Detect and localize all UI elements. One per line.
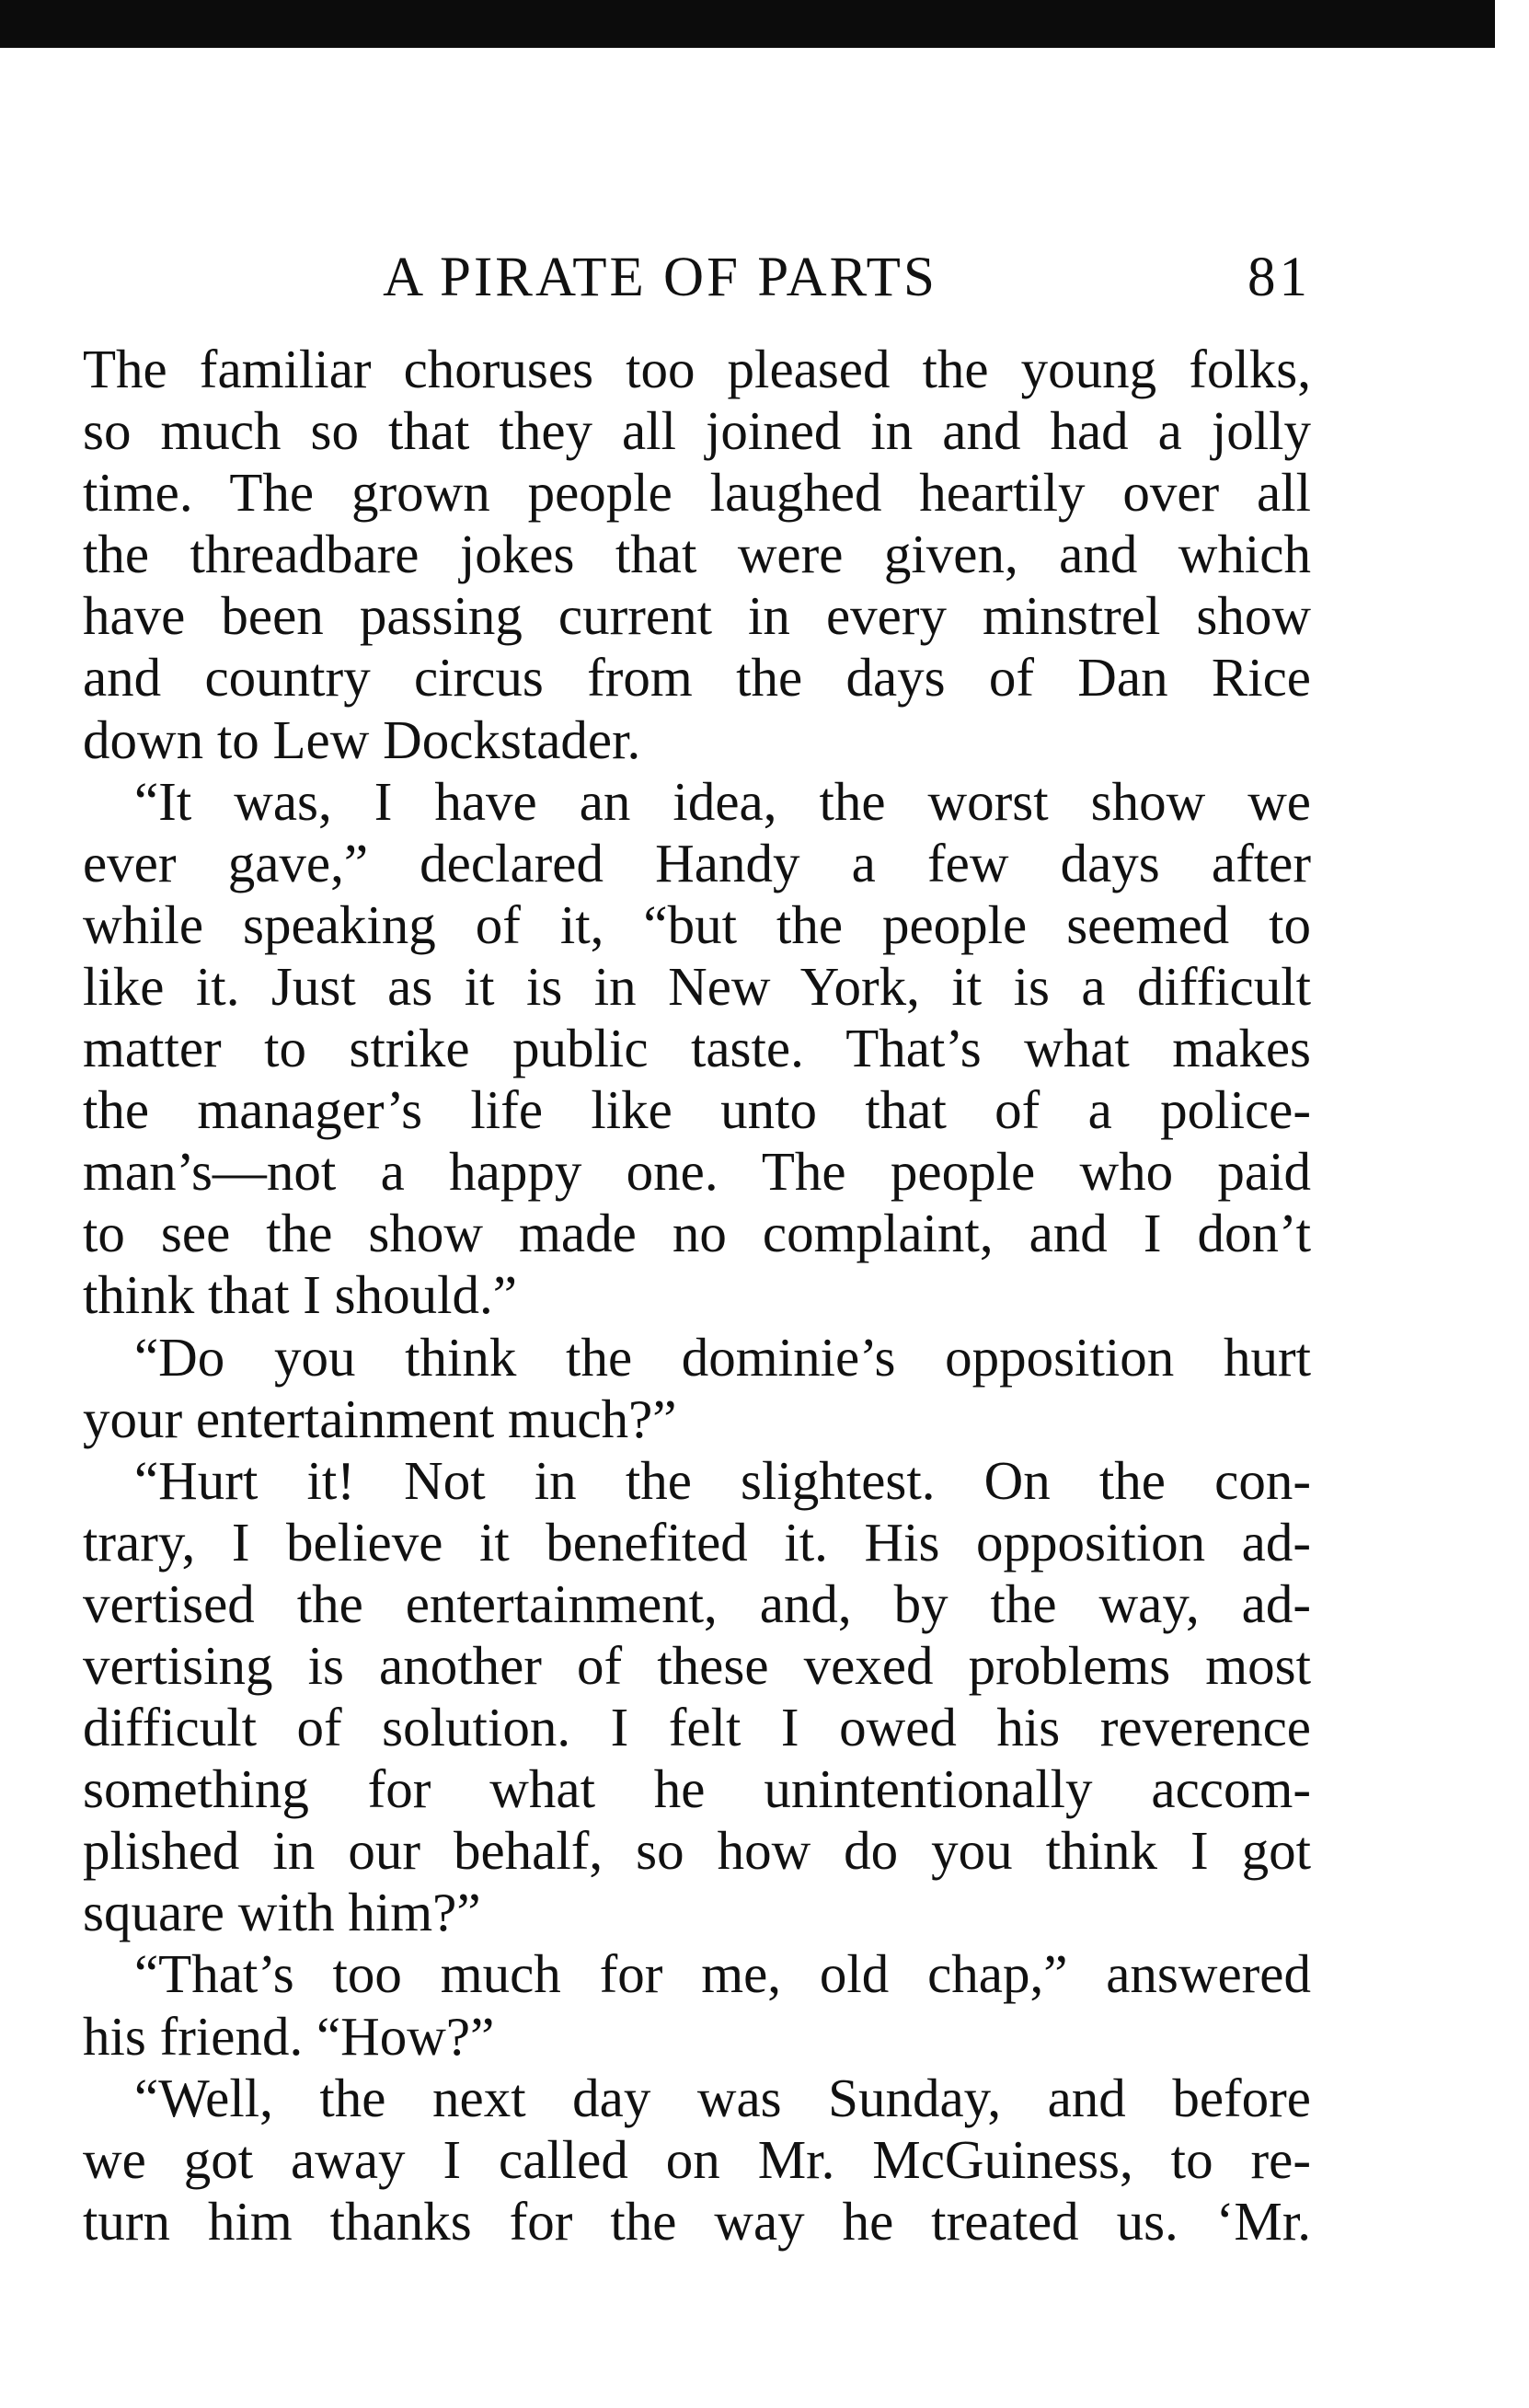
text-line: “That’s too much for me, old chap,” answered <box>134 1943 1311 2005</box>
text-line: so much so that they all joined in and had a jolly <box>83 400 1311 462</box>
text-line: to see the show made no complaint, and I don’t <box>83 1203 1311 1264</box>
text-line: plished in our behalf, so how do you think I got <box>83 1820 1311 1882</box>
running-head <box>83 241 1311 315</box>
text-line: “Hurt it! Not in the slightest. On the con- <box>134 1449 1311 1511</box>
text-line: the threadbare jokes that were given, and which <box>83 524 1311 585</box>
text-line: vertising is another of these vexed problems most <box>83 1634 1311 1696</box>
text-line: difficult of solution. I felt I owed his reverence <box>83 1697 1311 1758</box>
text-line: like it. Just as it is in New York, it is a difficult <box>83 955 1311 1017</box>
text-line: The familiar choruses too pleased the young folks, <box>83 339 1311 399</box>
text-line: vertised the entertainment, and, by the way, ad- <box>83 1573 1311 1634</box>
text-line: square with him?” <box>83 1882 481 1943</box>
running-title: A PIRATE OF PARTS <box>383 247 937 308</box>
text-line: man’s—not a happy one. The people who paid <box>83 1141 1311 1203</box>
text-line: down to Lew Dockstader. <box>83 709 641 770</box>
text-line: “Do you think the dominie’s opposition hurt <box>134 1326 1311 1388</box>
text-line: and country circus from the days of Dan Rice <box>83 647 1311 709</box>
text-line: time. The grown people laughed heartily over all <box>83 462 1311 524</box>
text-line: “Well, the next day was Sunday, and before <box>134 2067 1311 2128</box>
page-number: 81 <box>1247 247 1311 308</box>
text-line: have been passing current in every minstrel show <box>83 585 1311 647</box>
text-line: your entertainment much?” <box>83 1388 677 1449</box>
text-line: matter to strike public taste. That’s what makes <box>83 1018 1311 1079</box>
text-line: something for what he unintentionally accom- <box>83 1758 1311 1820</box>
text-line: “It was, I have an idea, the worst show we <box>134 770 1311 832</box>
text-line: we got away I called on Mr. McGuiness, to re- <box>83 2128 1311 2190</box>
text-line: turn him thanks for the way he treated us. ‘Mr. <box>83 2190 1311 2252</box>
text-line: while speaking of it, “but the people seemed to <box>83 893 1311 955</box>
top-rule <box>0 0 1495 48</box>
text-line: think that I should.” <box>83 1264 517 1326</box>
body-text <box>83 339 1311 2252</box>
text-line: trary, I believe it benefited it. His opposition ad- <box>83 1511 1311 1573</box>
text-line: ever gave,” declared Handy a few days after <box>83 832 1311 893</box>
text-line: his friend. “How?” <box>83 2005 495 2067</box>
text-line: the manager’s life like unto that of a police- <box>83 1079 1311 1141</box>
